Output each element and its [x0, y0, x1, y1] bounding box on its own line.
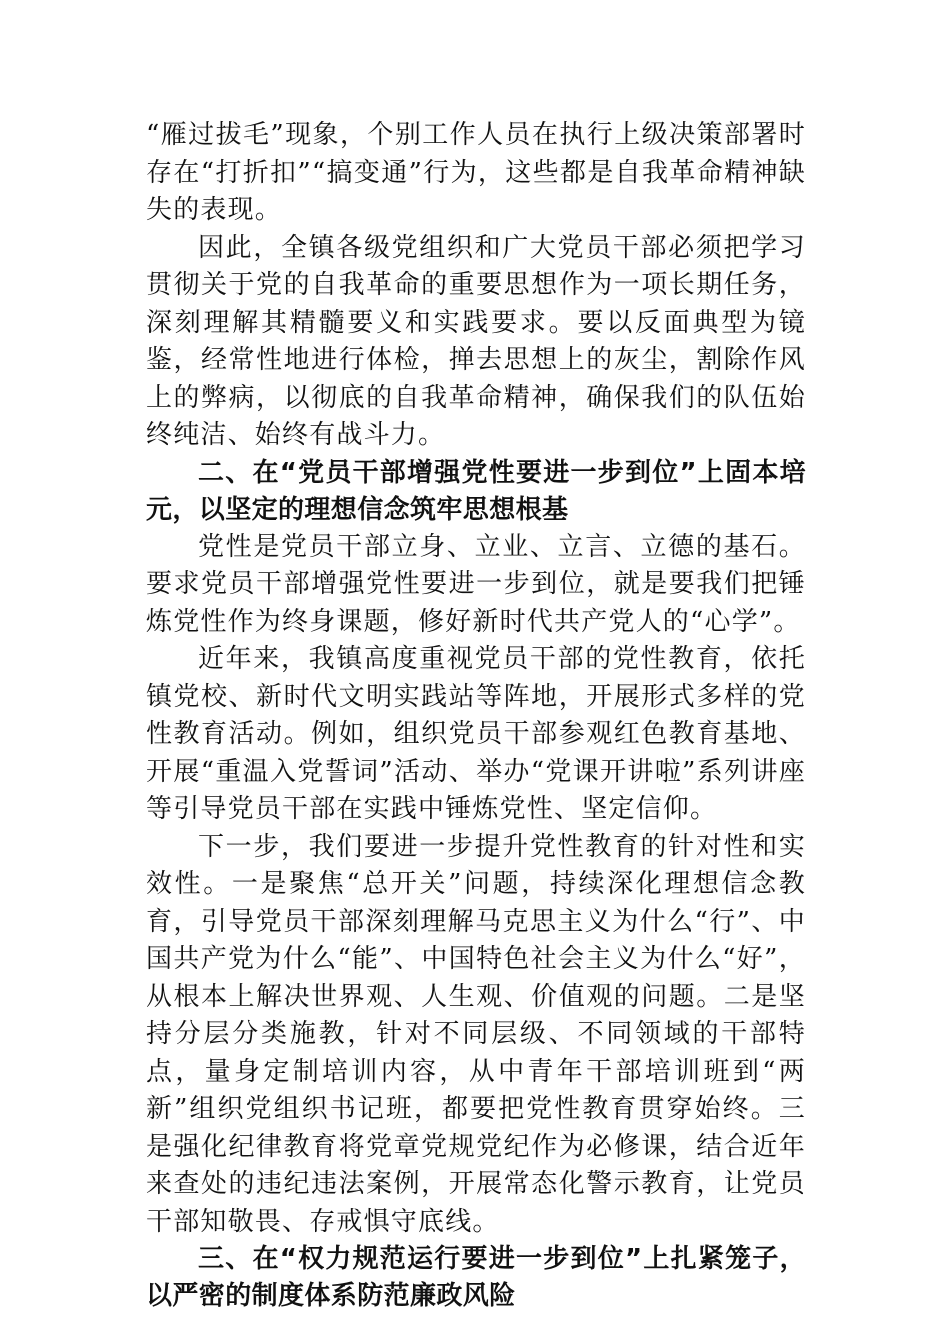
document-body [146, 117, 806, 1315]
paragraph-continuation: “雁过拔毛”现象，个别工作人员在执行上级决策部署时存在“打折扣”“搞变通”行为，这些都是自我革命精神缺失的表现。 [146, 120, 806, 225]
paragraph-self-revolution: 因此，全镇各级党组织和广大党员干部必须把学习贯彻关于党的自我革命的重要思想作为一项长期任务，深刻理解其精髓要义和实践要求。要以反面典型为镜鉴，经常性地进行体检，掸去思想上的灰尘，割除作风上的弊病，以彻底的自我革命精神，确保我们的队伍始终纯洁、始终有战斗力。 [146, 232, 806, 450]
paragraph-party-spirit: 党性是党员干部立身、立业、立言、立德的基石。要求党员干部增强党性要进一步到位，就是要我们把锤炼党性作为终身课题，修好新时代共产党人的“心学”。 [146, 531, 806, 637]
section-heading-three: 三、在“权力规范运行要进一步到位”上扎紧笼子，以严密的制度体系防范廉政风险 [146, 1244, 806, 1311]
paragraph-recent-years: 近年来，我镇高度重视党员干部的党性教育，依托镇党校、新时代文明实践站等阵地，开展形式多样的党性教育活动。例如，组织党员干部参观红色教育基地、开展“重温入党誓词”活动、举办“党课开讲啦”系列讲座等引导党员干部在实践中锤炼党性、坚定信仰。 [146, 644, 806, 824]
section-heading-two: 二、在“党员干部增强党性要进一步到位”上固本培元，以坚定的理想信念筑牢思想根基 [146, 457, 806, 525]
paragraph-next-steps: 下一步，我们要进一步提升党性教育的针对性和实效性。一是聚焦“总开关”问题，持续深化理想信念教育，引导党员干部深刻理解马克思主义为什么“行”、中国共产党为什么“能”、中国特色社会主义为什么“好”，从根本上解决世界观、人生观、价值观的问题。二是坚持分层分类施教，针对不同层级、不同领域的干部特点，量身定制培训内容，从中青年干部培训班到“两新”组织党组织书记班，都要把党性教育贯穿始终。三是强化纪律教育将党章党规党纪作为必修课，结合近年来查处的违纪违法案例，开展常态化警示教育，让党员干部知敬畏、存戒惧守底线。 [146, 831, 806, 1237]
